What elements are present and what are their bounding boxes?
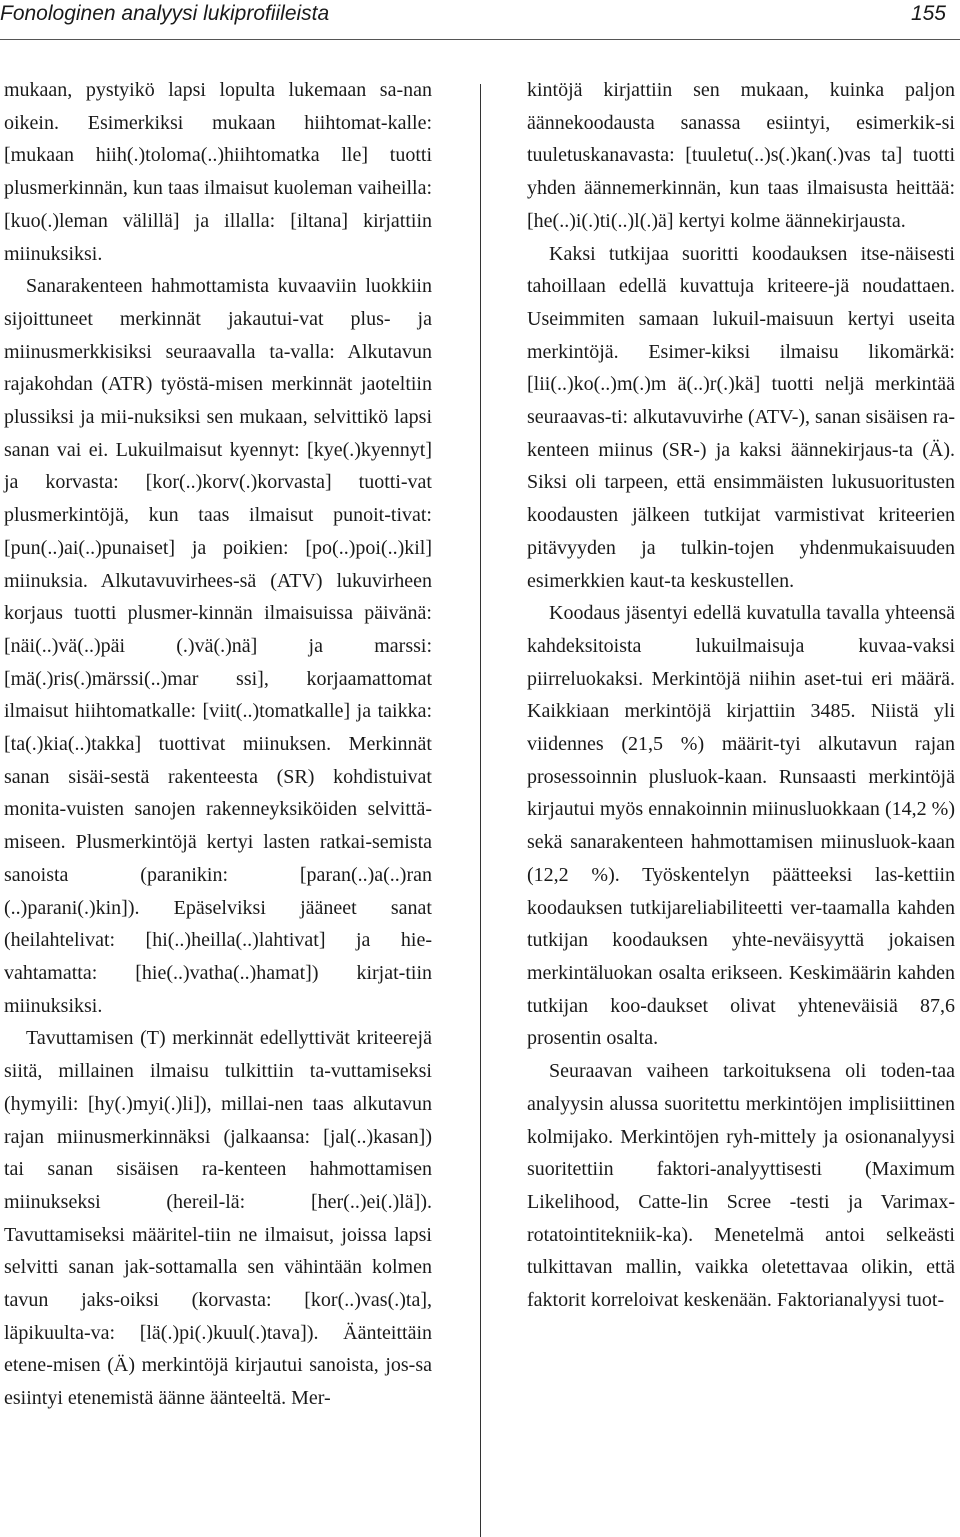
left-column (4, 74, 432, 1415)
right-paragraph-1: kintöjä kirjattiin sen mukaan, kuinka paljon äännekoodausta sanassa esiintyi, esimerkik-si tuuletuskanavasta: [tuuletu(..)s(.)kan(.)vas ta] tuotti yhden äännemerkinnän, kun taas ilmaisusta heittää: [he(..)i(.)ti(..)l(.)ä] kertyi kolme äännekirjausta. (527, 79, 955, 232)
column-divider (480, 84, 481, 1537)
running-header-title: Fonologinen analyysi lukiprofiileista (0, 2, 330, 25)
left-paragraph-1: mukaan, pystyikö lapsi lopulta lukemaan sa-nan oikein. Esimerkiksi mukaan hiihtomat-kalle: [mukaan hiih(.)toloma(..)hiihtomatka lle] tuotti plusmerkinnän, kun taas ilmaisut kuoleman vaiheilla: [kuo(.)leman välillä] ja illalla: [iltana] kirjattiin miinuksiksi. (4, 79, 432, 265)
right-paragraph-3: Koodaus jäsentyi edellä kuvatulla tavalla yhteensä kahdeksitoista lukuilmaisuja kuvaa-vaksi piirreluokaksi. Merkintöjä niihin aset-tui eri määrä. Kaikkiaan merkintöjä kirjattiin 3485. Niistä yli viidennes (21,5 %) määrit-tyi alkutavun rajan prosessoinnin plusluok-kaan. Runsaasti merkintöjä kirjautui myös ennakoinnin miinusluokkaan (14,2 %) sekä sanarakenteen hahmottamisen miinusluok-kaan (12,2 %). Työskentelyn päätteeksi las-kettiin koodauksen tutkijareliabiliteetti ver-taamalla kahden tutkijan koodauksen yhte-neväisyyttä jokaisen merkintäluokan osalta erikseen. Keskimäärin kahden tutkijan koo-daukset olivat yhteneväisiä 87,6 prosentin osalta. (527, 602, 955, 1050)
right-paragraph-2: Kaksi tutkijaa suoritti koodauksen itse-näisesti tahoillaan edellä kuvattuja kriteere-jä noudattaen. Useimmiten samaan lukuil-maisuun kertyi useita merkintöjä. Esimer-kiksi ilmaisu likomärkä: [lii(..)ko(..)m(.)m ä(..)r(.)kä] tuotti neljä merkintää seuraavas-ti: alkutavuvirhe (ATV-), sanan sisäisen ra-kenteen miinus (SR-) ja kaksi äännekirjaus-ta (Ä). Siksi oli tarpeen, että ensimmäisten lukusuoritusten koodausten jälkeen tutkijat varmistivat kriteerien pitävyyden ja tulkin-tojen yhdenmukaisuuden esimerkkien kaut-ta keskustellen. (527, 242, 956, 592)
left-paragraph-2: Sanarakenteen hahmottamista kuvaaviin luokkiin sijoittuneet merkinnät jakautui-vat plus- ja miinusmerkkisiksi seuraavalla ta-valla: Alkutavun rajakohdan (ATR) työstä-misen merkinnät jaoteltiin plussiksi ja mii-nuksiksi sen mukaan, selvittikö lapsi sanan vai ei. Lukuilmaisut kyennyt: [kye(.)kyennyt] ja korvasta: [kor(..)korv(.)korvasta] tuotti-vat plusmerkintöjä, kun taas ilmaisut punoit-tivat: [pun(..)ai(..)punaiset] ja poikien: [po(..)poi(..)kil] miinuksia. Alkutavuvirhees-sä (ATV) lukuvirheen korjaus tuotti plusmer-kinnän ilmaisuissa päivänä: [näi(..)vä(..)päi (.)vä(.)nä] ja marssi: [mä(.)ris(.)märssi(..)mar ssi], korjaamattomat ilmaisut hiihtomatkalle: [viit(..)tomatkalle] ja taikka: [ta(.)kia(..)takka] tuottivat miinuksen. Merkinnät sanan sisäi-sestä rakenteesta (SR) kohdistuivat monita-vuisten sanojen rakenneyksiköiden selvittä-miseen. Plusmerkintöjä kertyi lasten ratkai-semista sanoista (paranikin: [paran(..)a(..)ran (..)parani(.)kin]). Epäselviksi jääneet sanat (heilahtelivat: [hi(..)heilla(..)lahtivat] ja hie-vahtamatta: [hie(..)vatha(..)hamat]) kirjat-tiin miinuksiksi. (4, 275, 432, 1017)
left-paragraph-3: Tavuttamisen (T) merkinnät edellyttivät kriteerejä siitä, millainen ilmaisu tulkittiin ta-vuttamiseksi (hymyili: [hy(.)myi(.)li]), millai-nen taas alkutavun rajan miinusmerkinnäksi (jalkaansa: [jal(..)kasan]) tai sanan sisäisen ra-kenteen hahmottamisen miinukseksi (hereil-lä: [her(..)ei(.)lä]). Tavuttamiseksi määritel-tiin ne ilmaisut, joissa lapsi selvitti sanan jak-sottamalla sen vähintään kolmen tavun jaks-oiksi (korvasta: [kor(..)vas(.)ta], läpikuulta-va: [lä(.)pi(.)kuul(.)tava]). Äänteittäin etene-misen (Ä) merkintöjä kirjautui sanoista, jos-sa esiintyi etenemistä äänne äänteeltä. Mer- (4, 1027, 432, 1410)
right-column (527, 74, 955, 1317)
right-paragraph-4: Seuraavan vaiheen tarkoituksena oli toden-taa analyysin alussa suoritettu merkintöjen implisiittinen kolmijako. Merkintöjen ryh-mittely ja osionanalyysi suoritettiin faktori-analyyttisesti (Maximum Likelihood, Catte-lin Scree -testi ja Varimax-rotatointitekniik-ka). Menetelmä antoi selkeästi tulkittavan mallin, vaikka oletettavaa olikin, että faktorit korreloivat keskenään. Faktorianalyysi tuot- (527, 1060, 955, 1312)
header-rule (0, 39, 960, 40)
page-number: 155 (910, 2, 946, 25)
